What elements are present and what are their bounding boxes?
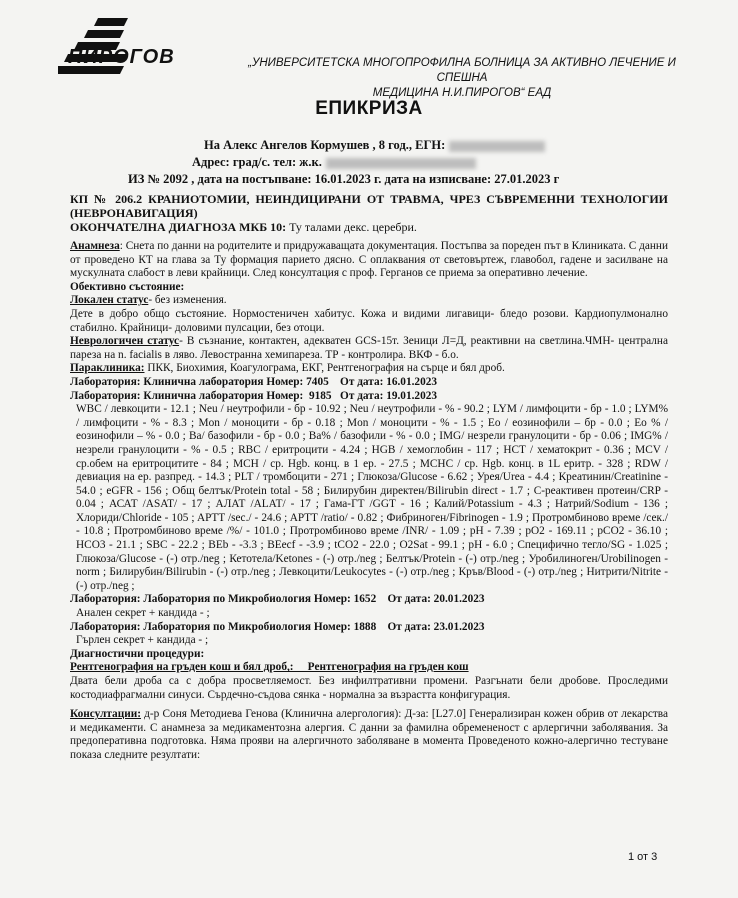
address-line (192, 155, 476, 170)
paraclinic-value: ПКК, Биохимия, Коагулограма, ЕКГ, Рентгенография на сърце и бял дроб. (144, 362, 505, 375)
neuro-status (70, 335, 668, 362)
anamnesis-label: Анамнеза (70, 240, 120, 252)
page-number: 1 от 3 (628, 851, 658, 863)
paraclinic-label: Параклиника: (70, 362, 145, 375)
local-status-value: - без изменения. (148, 294, 227, 307)
final-diagnosis-value: Ту талами декс. церебри. (289, 220, 417, 234)
patient-line (204, 138, 545, 153)
patient-text: На Алекс Ангелов Кормушев , 8 год., ЕГН: (204, 138, 446, 152)
clinical-pathway: КП № 206.2 КРАНИОТОМИИ, НЕИНДИЦИРАНИ ОТ ТРАВМА, ЧРЕЗ СЪВРЕМЕННИ ТЕХНОЛОГИИ (НЕВРОНАВИГАЦИЯ) (70, 192, 668, 220)
objective-label: Обективно състояние: (70, 280, 185, 293)
micro-result-2: Гърлен секрет + кандида - ; (76, 634, 209, 647)
redacted-region (326, 158, 476, 169)
neuro-status-value: - В съзнание, контактен, адекватен GCS-15т. Зеници Л=Д, реактивни на светлина.ЧМН- централна пареза на n. facialis в ляво. Левостранна хемипареза. ТР - контролира. ВКФ - б.о. (70, 335, 668, 361)
diagnostics-label: Диагностични процедури: (70, 647, 205, 660)
paraclinic (70, 362, 668, 376)
anamnesis-text: : Снета по данни на родителите и придружаващата документация. Постъпва за пореден път в Клиниката. С данни от проведено КТ на глава за Ту формация парието дясно. С оплаквания от световъртеж, главобол, гадене и засилване на мускулната слабост в леви крайници. След консултация с проф. Герганов се приема за оперативно лечение. (70, 240, 668, 280)
consult-label: Консултации: (70, 708, 141, 721)
logo-wordmark: ПИРОГОВ (68, 46, 175, 68)
diagnostics-procedure: Рентгенография на гръден кош и бял дроб,: Рентгенография на гръден кош (70, 661, 469, 674)
consult-text: д-р Соня Методиева Генова (Клинична алергология): Д-за: [L27.0] Генерализиран кожен обрив от лекарства и медикаменти. С анамнеза за медикаментозна алергия. С данни за фамилна обремененост с арлергични заболявания. За предоперативна подготовка. Няма прояви на алергичното заболяване в момента Проведеното кожно-алергично тестуване показа следните резултати: (70, 708, 668, 761)
anamnesis-section (70, 240, 668, 281)
lab-header-1: Лаборатория: Клинична лаборатория Номер: 7405 От дата: 16.01.2023 (70, 375, 438, 388)
micro-result-1: Анален секрет + кандида - ; (76, 607, 210, 620)
lab-results: WBC / левкоцити - 12.1 ; Neu / неутрофили - бр - 10.92 ; Neu / неутрофили - % - 90.2 ; LYM / лимфоцити - бр - 1.0 ; LYM% / лимфоцити - % - 8.3 ; Mon / моноцити - бр - 0.18 ; Mon / моноцити - % - 1.5 ; Eo / еозинофили – бр - 0.0 ; Eo % / еозинофили – % - 0.0 ; Ba/ базофили - бр - 0.0 ; Ba% / базофили - % - 0.0 ; IMG/ незрели гранулоцити - бр - 0.06 ; IMG% / незрели гранулоцити - % - 0.5 ; RBC / еритроцити - 4.24 ; HGB / хемоглобин - 117 ; HCT / хематокрит - 0.36 ; MCV / ср.обем на еритроцитите - 84 ; MCH / ср. Hgb. конц. в 1 ер. - 27.5 ; MCHC / ср. Hgb. конц. в 1L еритр. - 328 ; RDW / девиация на ер. разпред. - 14.3 ; PLT / тромбоцити - 271 ; Глюкоза/Glucose - 6.62 ; Урея/Urea - 4.4 ; Креатинин/Creatinine - 54.0 ; eGFR - 156 ; Общ белтък/Protein total - 58 ; Билирубин директен/Bilirubin direct - 1.7 ; С-реактивен протеин/CRP - 0.04 ; АСАТ /ASAT/ - 17 ; АЛАТ /ALAT/ - 17 ; Гама-ГТ /GGT - 16 ; Калий/Potassium - 4.3 ; Натрий/Sodium - 136 ; Хлориди/Chloride - 105 ; APTT /sec./ - 24.6 ; APTT /ratio/ - 0.82 ; Фибриноген/Fibrinogen - 1.9 ; Протромбиново време /сек./ - 10.8 ; Протромбиново време /%/ - 101.0 ; Протромбиново време /INR/ - 1.09 ; pH - 7.39 ; pO2 - 169.11 ; pCO2 - 36.10 ; HCO3 - 21.1 ; SBC - 22.2 ; BEb - -3.3 ; BEecf - -3.9 ; tCO2 - 22.0 ; O2Sat - 99.1 ; pH - 6.0 ; Специфично тегло/SG - 1.025 ; Глюкоза/Glucose - (-) отр./neg ; Кетотела/Ketones - (-) отр./neg ; Белтък/Protein - (-) отр./neg ; Уробилиноген/Urobilinogen - norm ; Билирубин/Bilirubin - (-) отр./neg ; Левкоцити/Leukocytes - (-) отр./neg ; Кръв/Blood - (-) отр./neg ; Нитрити/Nitrite - (-) отр./neg ; (76, 403, 668, 592)
final-diagnosis-label: ОКОНЧАТЕЛНА ДИАГНОЗА МКБ 10: (70, 220, 287, 234)
micro-header-2: Лаборатория: Лаборатория по Микробиология Номер: 1888 От дата: 23.01.2023 (70, 620, 485, 633)
pirogov-logo-icon (58, 10, 228, 80)
epicrisis-body (70, 192, 668, 763)
address-text: Адрес: град/с. тел: ж.к. (192, 155, 322, 169)
general-status: Дете в добро общо състояние. Нормостеничен хабитус. Кожа и видими лигавици- бледо розови. Кардиопулмонално стабилно. Крайници- доловими пулсации, без отоци. (70, 307, 668, 334)
consult-section (70, 708, 668, 762)
hospital-name-line2: МЕДИЦИНА Н.И.ПИРОГОВ“ ЕАД (372, 87, 552, 99)
neuro-status-label: Неврологичен статус (70, 335, 180, 348)
diagnostics-text: Двата бели дроба са с добра просветляемост. Без инфилтративни промени. Разгънати бели дробове. Проследими костодиафрагмални синуси. Сърдечно-съдова сянка - нормална за възрастта конфигурация. (70, 675, 668, 701)
document-title: ЕПИКРИЗА (315, 98, 423, 119)
history-line: ИЗ № 2092 , дата на постъпване: 16.01.2023 г. дата на изписване: 27.01.2023 г (128, 172, 560, 186)
micro-header-1: Лаборатория: Лаборатория по Микробиология Номер: 1652 От дата: 20.01.2023 (70, 593, 485, 606)
hospital-name (232, 56, 692, 101)
hospital-name-line1: „УНИВЕРСИТЕТСКА МНОГОПРОФИЛНА БОЛНИЦА ЗА АКТИВНО ЛЕЧЕНИЕ И СПЕШНА (248, 57, 676, 84)
redacted-region (449, 141, 545, 152)
lab-header-2: Лаборатория: Клинична лаборатория Номер: 9185 От дата: 19.01.2023 (70, 389, 438, 402)
local-status-label: Локален статус (70, 294, 149, 307)
local-status (70, 294, 668, 308)
final-diagnosis (70, 220, 668, 234)
